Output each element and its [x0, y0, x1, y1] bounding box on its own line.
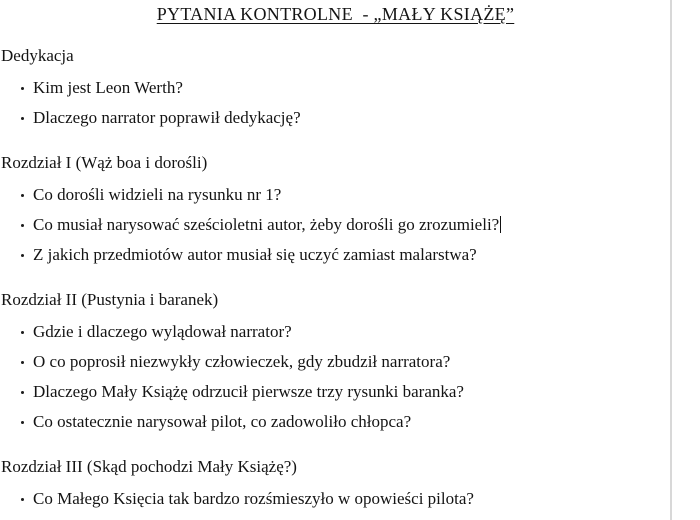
question-text[interactable]: Co ostatecznie narysował pilot, co zadowoliło chłopca? [33, 412, 412, 431]
question-item[interactable] [0, 103, 671, 133]
document-title: PYTANIA KONTROLNE - „MAŁY KSIĄŻĘ” [156, 4, 515, 24]
section-heading[interactable]: Rozdział II (Pustynia i baranek) [1, 290, 219, 309]
section-heading[interactable]: Dedykacja [1, 46, 74, 65]
question-text[interactable]: Co dorośli widzieli na rysunku nr 1? [33, 185, 282, 204]
bullet-icon [21, 194, 24, 197]
section-rozdzial-1 [0, 148, 671, 270]
question-item[interactable] [0, 407, 671, 437]
question-text[interactable]: O co poprosił niezwykły człowieczek, gdy zbudził narratora? [33, 352, 451, 371]
question-text[interactable]: Z jakich przedmiotów autor musiał się uczyć zamiast malarstwa? [33, 245, 477, 264]
question-list [0, 484, 671, 514]
question-text[interactable]: Dlaczego narrator poprawił dedykację? [33, 108, 301, 127]
bullet-icon [21, 361, 24, 364]
text-cursor-caret [500, 216, 501, 233]
question-item[interactable] [0, 317, 671, 347]
question-item[interactable] [0, 240, 671, 270]
question-item[interactable] [0, 180, 671, 210]
section-rozdzial-2 [0, 285, 671, 437]
section-heading[interactable]: Rozdział III (Skąd pochodzi Mały Książę?) [1, 457, 297, 476]
bullet-icon [21, 331, 24, 334]
question-text[interactable]: Co musiał narysować sześcioletni autor, żeby dorośli go zrozumieli? [33, 215, 500, 234]
page-boundary-line [670, 0, 672, 520]
bullet-icon [21, 391, 24, 394]
bullet-icon [21, 421, 24, 424]
question-text[interactable]: Dlaczego Mały Książę odrzucił pierwsze trzy rysunki baranka? [33, 382, 464, 401]
section-heading[interactable]: Rozdział I (Wąż boa i dorośli) [1, 153, 208, 172]
bullet-icon [21, 224, 24, 227]
bullet-icon [21, 498, 24, 501]
bullet-icon [21, 254, 24, 257]
bullet-icon [21, 87, 24, 90]
question-list [0, 180, 671, 270]
question-item[interactable] [0, 347, 671, 377]
question-item[interactable] [0, 73, 671, 103]
question-text[interactable]: Co Małego Księcia tak bardzo rozśmieszyło w opowieści pilota? [33, 489, 474, 508]
question-item[interactable] [0, 377, 671, 407]
question-text[interactable]: Kim jest Leon Werth? [33, 78, 183, 97]
section-rozdzial-3 [0, 452, 671, 514]
section-dedykacja [0, 41, 671, 133]
bullet-icon [21, 117, 24, 120]
question-item[interactable] [0, 210, 671, 240]
question-text[interactable]: Gdzie i dlaczego wylądował narrator? [33, 322, 292, 341]
question-list [0, 73, 671, 133]
question-list [0, 317, 671, 437]
question-item[interactable] [0, 484, 671, 514]
